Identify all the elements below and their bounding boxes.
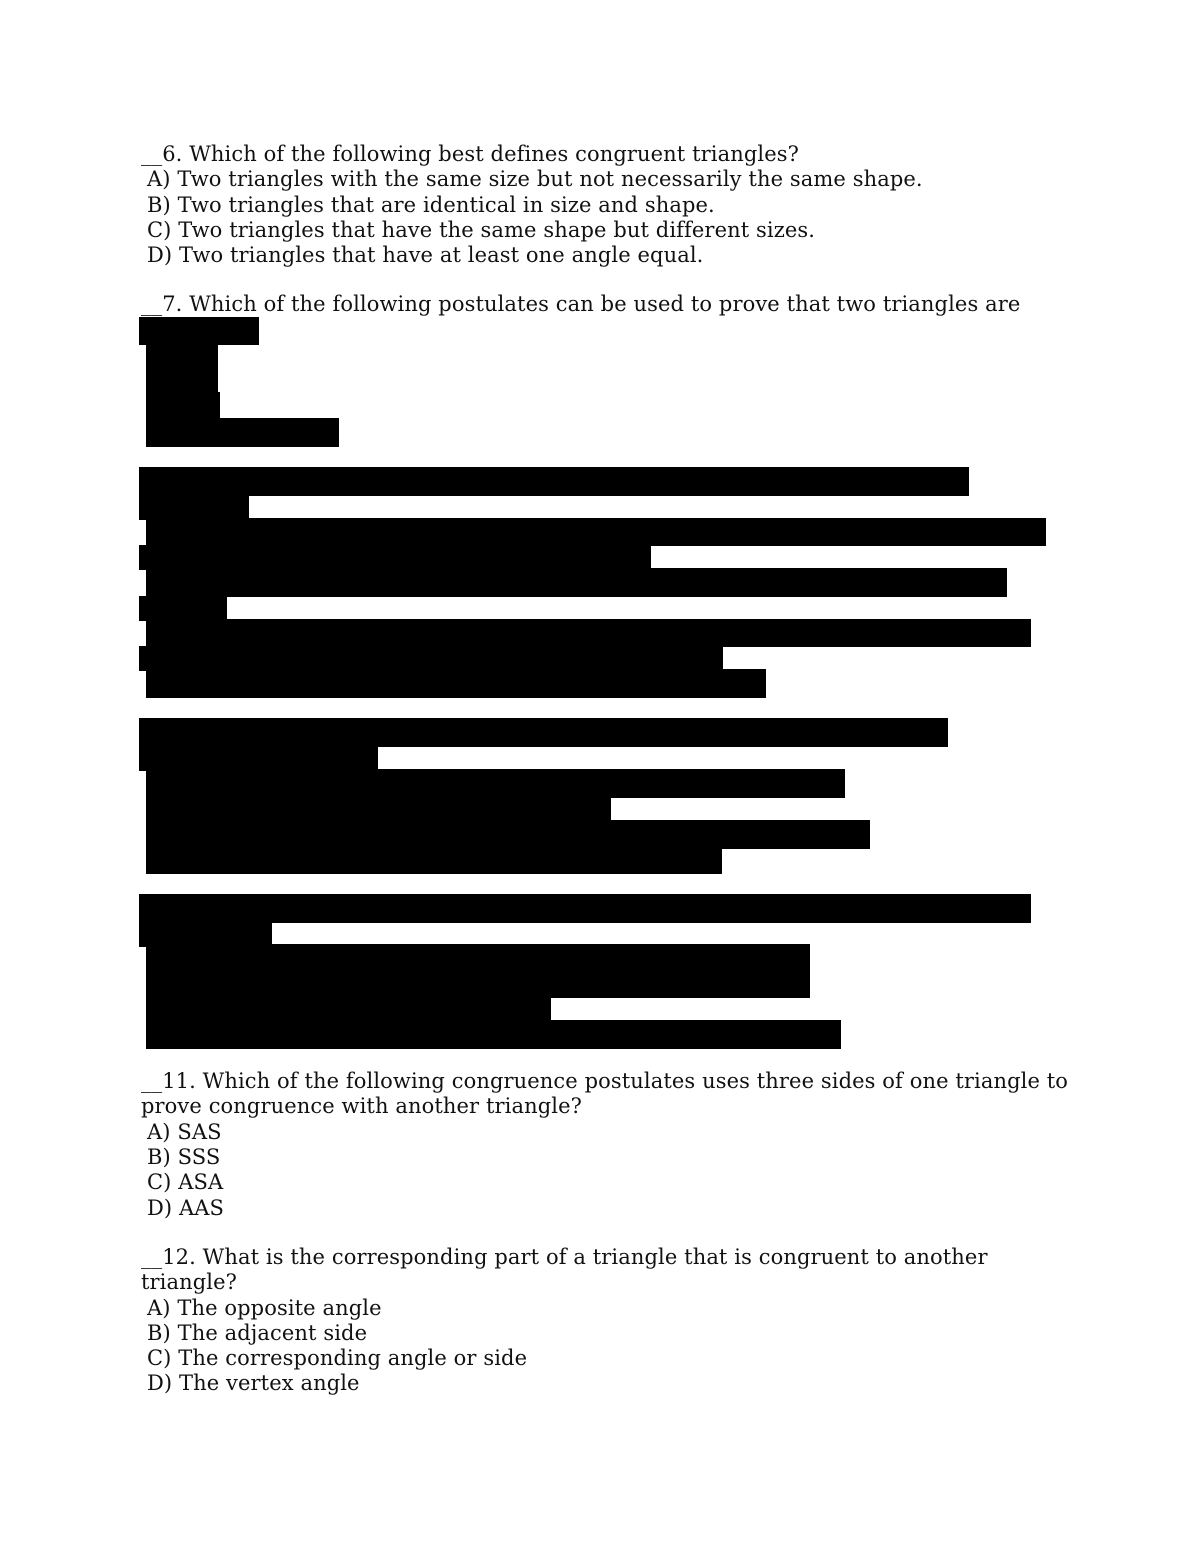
redaction-bar: [146, 418, 339, 447]
question-12-option-b: B) The adjacent side: [147, 1321, 368, 1345]
redaction-bar: [146, 769, 845, 798]
question-12-stem-line-2: triangle?: [141, 1270, 237, 1294]
redaction-bar: [146, 669, 766, 698]
question-6-stem: __6. Which of the following best defines congruent triangles?: [141, 142, 799, 166]
redaction-bar: [139, 718, 948, 747]
redaction-bar: [146, 820, 870, 849]
question-12-option-c: C) The corresponding angle or side: [147, 1346, 528, 1370]
question-11-stem-line-2: prove congruence with another triangle?: [141, 1094, 582, 1118]
redaction-bar: [146, 1020, 841, 1049]
question-6-option-b: B) Two triangles that are identical in size and shape.: [147, 193, 715, 217]
redaction-bar: [146, 518, 1046, 546]
redaction-bar: [146, 392, 220, 420]
question-11-stem-line-1: __11. Which of the following congruence postulates uses three sides of one triangle to: [141, 1069, 1069, 1093]
question-7-stem: __7. Which of the following postulates can be used to prove that two triangles are: [141, 292, 1021, 316]
question-6-option-a: A) Two triangles with the same size but not necessarily the same shape.: [147, 167, 923, 191]
question-11-option-a: A) SAS: [147, 1120, 222, 1144]
redaction-bar: [139, 746, 378, 771]
redaction-bar: [146, 797, 611, 822]
question-12-option-d: D) The vertex angle: [147, 1371, 360, 1395]
question-6-option-c: C) Two triangles that have the same shape but different sizes.: [147, 218, 816, 242]
redaction-bar: [146, 997, 551, 1022]
redaction-bar: [146, 568, 1007, 597]
question-6-option-d: D) Two triangles that have at least one angle equal.: [147, 243, 704, 267]
redaction-bar: [139, 317, 259, 345]
redaction-bar: [146, 944, 810, 998]
redaction-bar: [139, 545, 651, 570]
question-11-option-b: B) SSS: [147, 1145, 221, 1169]
redaction-bar: [139, 467, 969, 496]
redaction-bar: [139, 495, 249, 520]
redaction-bar: [139, 646, 723, 671]
question-11-option-c: C) ASA: [147, 1170, 224, 1194]
redaction-bar: [139, 596, 227, 621]
redaction-bar: [139, 894, 1031, 923]
question-12-stem-line-1: __12. What is the corresponding part of a triangle that is congruent to another: [141, 1245, 988, 1269]
question-12-option-a: A) The opposite angle: [147, 1296, 382, 1320]
question-11-option-d: D) AAS: [147, 1196, 225, 1220]
redaction-bar: [146, 848, 722, 874]
redaction-bar: [146, 619, 1031, 647]
redaction-bar: [146, 344, 218, 394]
